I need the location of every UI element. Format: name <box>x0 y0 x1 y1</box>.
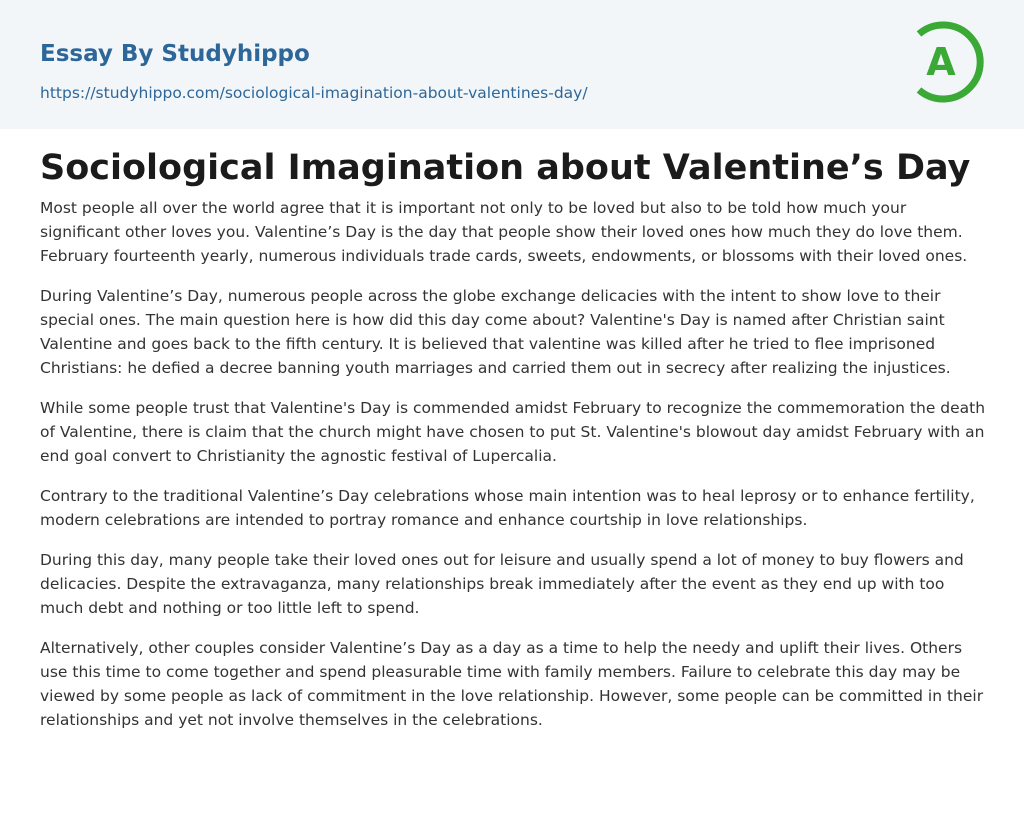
brand-title: Essay By Studyhippo <box>40 41 310 67</box>
essay-paragraph: Alternatively, other couples consider Valentine’s Day as a day as a time to help the needy and uplift their lives. Others use this time to come together and spend pleasurable time with family members. Failure to celebrate this day may be viewed by some people as lack of commitment in the love relationship. However, some people can be committed in their relationships and yet not involve themselves in the celebrations. <box>40 639 984 729</box>
essay-paragraph: During this day, many people take their loved ones out for leisure and usually spend a lot of money to buy flowers and delicacies. Despite the extravaganza, many relationships break immediately after the event as they end up with too much debt and nothing or too little left to spend. <box>40 551 964 617</box>
page-header <box>0 0 1024 129</box>
essay-article <box>40 144 990 732</box>
studyhippo-logo-icon[interactable] <box>912 18 988 106</box>
essay-title: Sociological Imagination about Valentine’s Day <box>40 148 971 188</box>
essay-paragraph: Contrary to the traditional Valentine’s Day celebrations whose main intention was to heal leprosy or to enhance fertility, modern celebrations are intended to portray romance and enhance courtship in love relationships. <box>40 487 975 529</box>
source-url-link[interactable]: https://studyhippo.com/sociological-imagination-about-valentines-day/ <box>40 84 588 102</box>
essay-paragraph: While some people trust that Valentine's Day is commended amidst February to recognize the commemoration the death of Valentine, there is claim that the church might have chosen to put St. Valentine's blowout day amidst February with an end goal convert to Christianity the agnostic festival of Lupercalia. <box>40 399 986 465</box>
logo-letter: A <box>926 40 956 84</box>
essay-paragraph: During Valentine’s Day, numerous people across the globe exchange delicacies with the intent to show love to their special ones. The main question here is how did this day come about? Valentine's Day is named after Christian saint Valentine and goes back to the fifth century. It is believed that valentine was killed after he tried to flee imprisoned Christians: he defied a decree banning youth marriages and carried them out in secrecy after realizing the injustices. <box>40 287 951 377</box>
essay-paragraph: Most people all over the world agree that it is important not only to be loved but also to be told how much your significant other loves you. Valentine’s Day is the day that people show their loved ones how much they do love them. February fourteenth yearly, numerous individuals trade cards, sweets, endowments, or blossoms with their loved ones. <box>40 199 968 265</box>
